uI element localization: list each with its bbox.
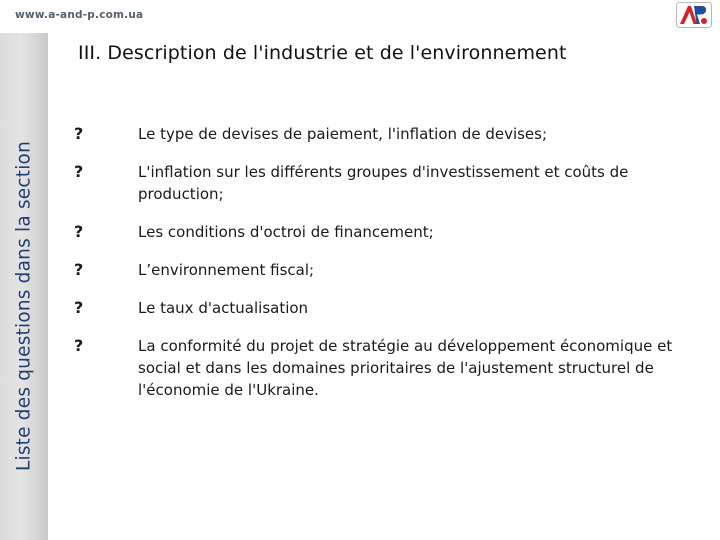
list-item-text: Le type de devises de paiement, l'inflation de devises;	[138, 125, 548, 143]
list-item-text: Le taux d'actualisation	[138, 299, 309, 317]
bullet-marker: ?	[74, 260, 84, 279]
list-item	[74, 335, 674, 401]
list-item	[74, 259, 674, 281]
page-title: III. Description de l'industrie et de l'environnement	[78, 42, 567, 64]
bullet-marker: ?	[74, 298, 84, 317]
sidebar-label: Liste des questions dans la section	[13, 140, 35, 472]
list-item	[74, 297, 674, 319]
bullet-marker: ?	[74, 336, 84, 355]
list-item-text: L’environnement fiscal;	[138, 261, 315, 279]
sidebar	[0, 33, 48, 540]
header-bar	[0, 0, 720, 33]
company-logo	[676, 2, 712, 28]
list-item	[74, 221, 674, 243]
list-item	[74, 161, 674, 205]
list-item-text: La conformité du projet de stratégie au développement économique et social et dans les domaines prioritaires de l'ajustement structurel de l'économie de l'Ukraine.	[138, 337, 673, 399]
bullet-marker: ?	[74, 124, 84, 143]
bullet-marker: ?	[74, 162, 84, 181]
site-url: www.a-and-p.com.ua	[15, 9, 144, 21]
list-item	[74, 123, 674, 145]
list-item-text: Les conditions d'octroi de financement;	[138, 223, 434, 241]
bullet-list	[74, 123, 674, 417]
bullet-marker: ?	[74, 222, 84, 241]
list-item-text: L'inflation sur les différents groupes d'investissement et coûts de production;	[138, 163, 629, 203]
